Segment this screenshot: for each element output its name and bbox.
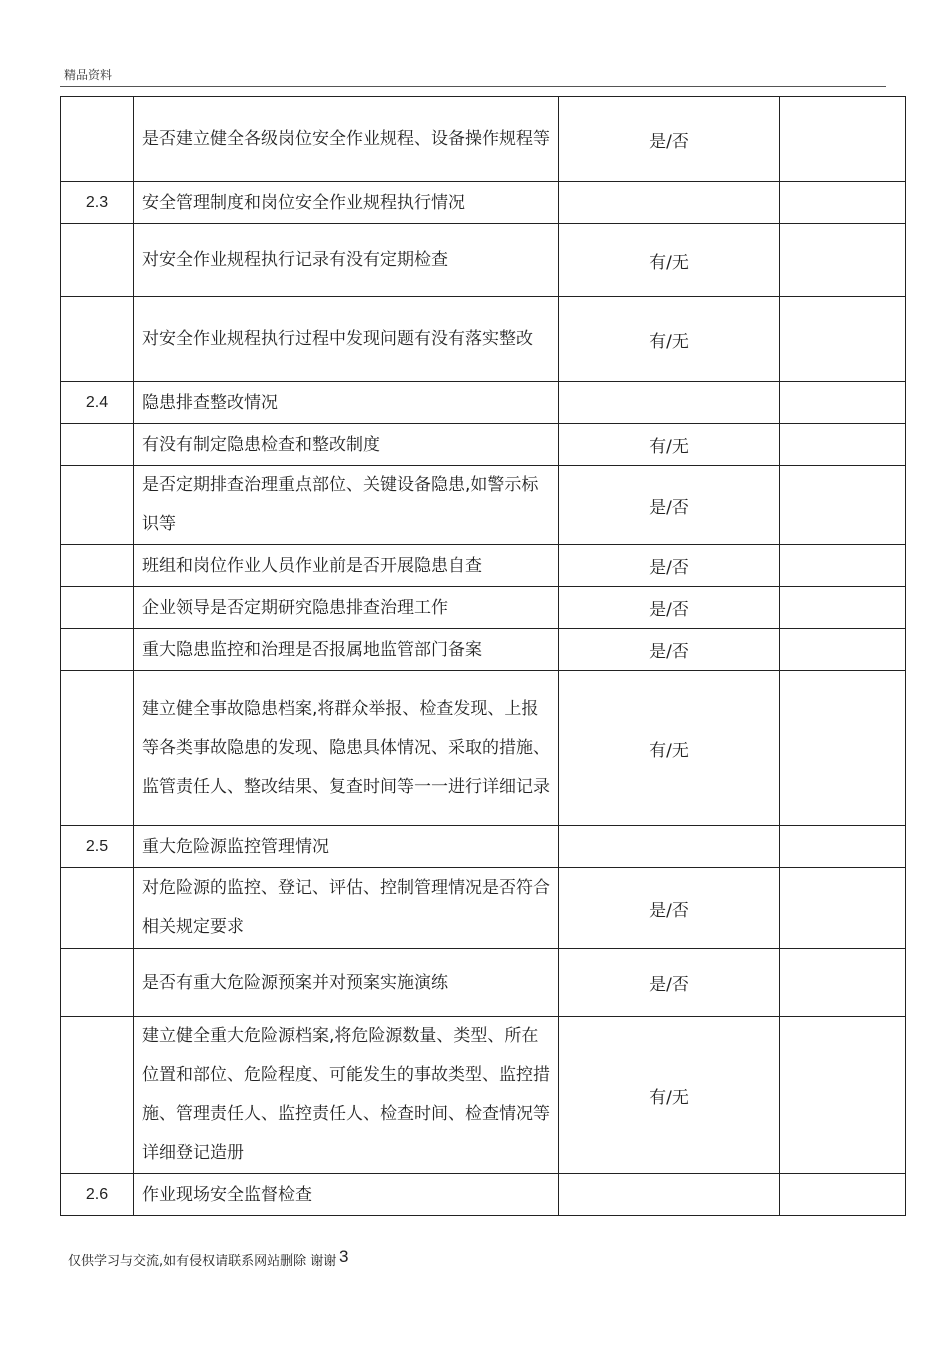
check-item: 安全管理制度和岗位安全作业规程执行情况 <box>134 182 559 224</box>
table-row <box>61 587 906 629</box>
table-row <box>61 826 906 868</box>
row-number <box>61 424 134 466</box>
table-row <box>61 424 906 466</box>
footer-note: 仅供学习与交流,如有侵权请联系网站删除 谢谢 <box>68 1254 337 1269</box>
table-row <box>61 97 906 182</box>
page-number: 3 <box>339 1247 349 1266</box>
table-row <box>61 224 906 297</box>
check-item: 重大危险源监控管理情况 <box>134 826 559 868</box>
table-row <box>61 297 906 382</box>
table-row <box>61 1174 906 1216</box>
remark-cell <box>780 587 906 629</box>
answer-cell: 有/无 <box>559 671 780 826</box>
remark-cell <box>780 466 906 545</box>
answer-cell: 有/无 <box>559 1017 780 1174</box>
table-row <box>61 629 906 671</box>
remark-cell <box>780 629 906 671</box>
check-item: 对危险源的监控、登记、评估、控制管理情况是否符合相关规定要求 <box>134 868 559 949</box>
check-item: 是否有重大危险源预案并对预案实施演练 <box>134 949 559 1017</box>
answer-cell <box>559 826 780 868</box>
check-item: 是否建立健全各级岗位安全作业规程、设备操作规程等 <box>134 97 559 182</box>
check-item: 隐患排查整改情况 <box>134 382 559 424</box>
check-item: 作业现场安全监督检查 <box>134 1174 559 1216</box>
check-item: 建立健全重大危险源档案,将危险源数量、类型、所在位置和部位、危险程度、可能发生的事故类型、监控措施、管理责任人、监控责任人、检查时间、检查情况等详细登记造册 <box>134 1017 559 1174</box>
answer-cell: 是/否 <box>559 466 780 545</box>
row-number <box>61 97 134 182</box>
answer-cell: 是/否 <box>559 949 780 1017</box>
row-number <box>61 224 134 297</box>
header-divider <box>60 86 886 87</box>
remark-cell <box>780 424 906 466</box>
remark-cell <box>780 382 906 424</box>
row-number <box>61 587 134 629</box>
row-number <box>61 545 134 587</box>
answer-cell <box>559 1174 780 1216</box>
answer-cell: 是/否 <box>559 545 780 587</box>
table-row <box>61 868 906 949</box>
row-number: 2.5 <box>61 826 134 868</box>
table-row <box>61 182 906 224</box>
check-item: 班组和岗位作业人员作业前是否开展隐患自查 <box>134 545 559 587</box>
remark-cell <box>780 868 906 949</box>
remark-cell <box>780 1017 906 1174</box>
row-number: 2.3 <box>61 182 134 224</box>
row-number: 2.6 <box>61 1174 134 1216</box>
table-row <box>61 466 906 545</box>
row-number <box>61 466 134 545</box>
row-number <box>61 297 134 382</box>
check-item: 建立健全事故隐患档案,将群众举报、检查发现、上报等各类事故隐患的发现、隐患具体情况、采取的措施、监管责任人、整改结果、复查时间等一一进行详细记录 <box>134 671 559 826</box>
inspection-table <box>60 96 906 1216</box>
remark-cell <box>780 671 906 826</box>
table-row <box>61 545 906 587</box>
answer-cell: 是/否 <box>559 868 780 949</box>
table-row <box>61 671 906 826</box>
answer-cell: 是/否 <box>559 629 780 671</box>
answer-cell: 有/无 <box>559 297 780 382</box>
remark-cell <box>780 297 906 382</box>
remark-cell <box>780 97 906 182</box>
row-number <box>61 868 134 949</box>
check-item: 是否定期排查治理重点部位、关键设备隐患,如警示标识等 <box>134 466 559 545</box>
answer-cell <box>559 182 780 224</box>
answer-cell <box>559 382 780 424</box>
table-row <box>61 1017 906 1174</box>
table-row <box>61 382 906 424</box>
row-number <box>61 671 134 826</box>
row-number: 2.4 <box>61 382 134 424</box>
check-item: 对安全作业规程执行记录有没有定期检查 <box>134 224 559 297</box>
answer-cell: 是/否 <box>559 587 780 629</box>
remark-cell <box>780 224 906 297</box>
remark-cell <box>780 826 906 868</box>
check-item: 对安全作业规程执行过程中发现问题有没有落实整改 <box>134 297 559 382</box>
remark-cell <box>780 1174 906 1216</box>
row-number <box>61 629 134 671</box>
check-item: 重大隐患监控和治理是否报属地监管部门备案 <box>134 629 559 671</box>
table-row <box>61 949 906 1017</box>
header-label: 精品资料 <box>64 68 113 82</box>
answer-cell: 有/无 <box>559 424 780 466</box>
row-number <box>61 949 134 1017</box>
remark-cell <box>780 545 906 587</box>
check-item: 企业领导是否定期研究隐患排查治理工作 <box>134 587 559 629</box>
answer-cell: 有/无 <box>559 224 780 297</box>
check-item: 有没有制定隐患检查和整改制度 <box>134 424 559 466</box>
remark-cell <box>780 949 906 1017</box>
answer-cell: 是/否 <box>559 97 780 182</box>
row-number <box>61 1017 134 1174</box>
remark-cell <box>780 182 906 224</box>
